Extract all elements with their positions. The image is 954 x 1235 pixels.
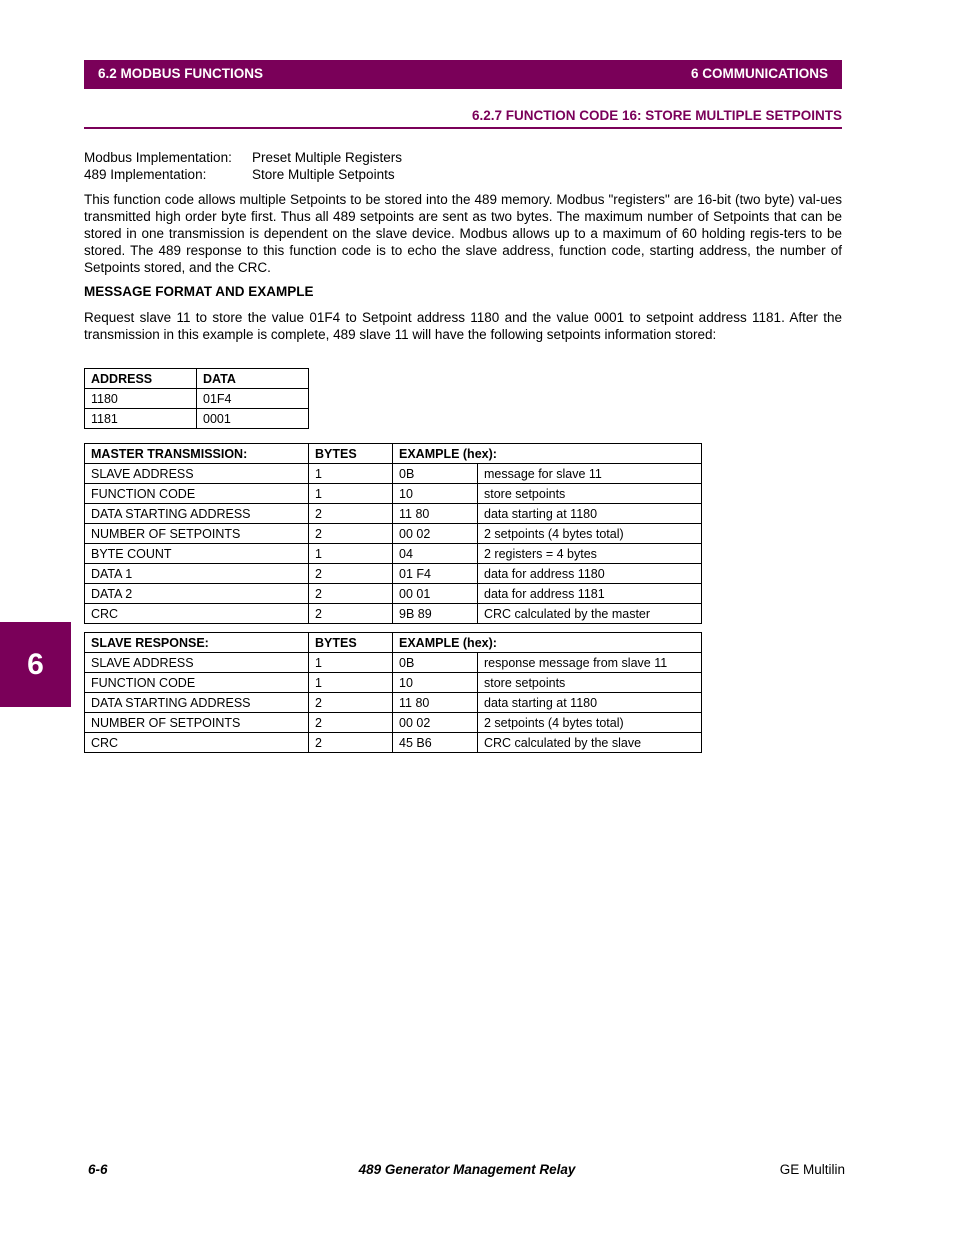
slave-response-table: [84, 632, 702, 753]
section-title: 6.2.7 FUNCTION CODE 16: STORE MULTIPLE SETPOINTS: [471, 108, 842, 123]
table-cell: DATA STARTING ADDRESS: [85, 504, 309, 524]
table-row: [85, 544, 702, 564]
table-header-cell: EXAMPLE (hex):: [393, 444, 702, 464]
implementation-label: Modbus Implementation:: [84, 150, 232, 165]
description-paragraph: This function code allows multiple Setpoints to be stored into the 489 memory. Modbus "registers" are 16-bit (two byte) val-ues transmitted high order byte first. Thus all 489 setpoints are sent as two bytes. The maximum number of Setpoints that can be stored in one transmission is dependent on the slave device. Modbus allows up to a maximum of 60 holding regis-ters to be stored. The 489 response to this function code is to echo the slave address, function code, starting address, the number of Setpoints stored, and the CRC.: [84, 192, 842, 275]
table-cell: 1: [309, 653, 393, 673]
table-cell: CRC: [85, 604, 309, 624]
table-cell: data starting at 1180: [478, 693, 702, 713]
implementation-block: [84, 149, 402, 183]
table-cell: NUMBER OF SETPOINTS: [85, 713, 309, 733]
table-cell: 04: [393, 544, 478, 564]
table-row: [85, 524, 702, 544]
table-row: [85, 733, 702, 753]
implementation-row: [84, 149, 402, 166]
table-cell: message for slave 11: [478, 464, 702, 484]
implementation-label: 489 Implementation:: [84, 167, 207, 182]
table-row: [85, 653, 702, 673]
table-header-cell: EXAMPLE (hex):: [393, 633, 702, 653]
address-table: [84, 368, 309, 429]
table-cell: 45 B6: [393, 733, 478, 753]
table-cell: 2: [309, 584, 393, 604]
implementation-value: Preset Multiple Registers: [252, 150, 403, 165]
table-cell: 0B: [393, 653, 478, 673]
table-cell: 9B 89: [393, 604, 478, 624]
table-header-cell: DATA: [197, 369, 309, 389]
table-row: [85, 604, 702, 624]
table-header-cell: SLAVE RESPONSE:: [85, 633, 309, 653]
table-row: [85, 673, 702, 693]
table-header-cell: ADDRESS: [85, 369, 197, 389]
table-cell: store setpoints: [478, 484, 702, 504]
table-cell: 2: [309, 693, 393, 713]
table-cell: 1: [309, 464, 393, 484]
implementation-value: Store Multiple Setpoints: [252, 167, 395, 182]
table-cell: data starting at 1180: [478, 504, 702, 524]
table-cell: BYTE COUNT: [85, 544, 309, 564]
section-divider: [84, 127, 842, 129]
table-cell: 00 02: [393, 524, 478, 544]
table-cell: FUNCTION CODE: [85, 673, 309, 693]
table-cell: 01F4: [197, 389, 309, 409]
footer-page-number: 6-6: [88, 1162, 108, 1177]
table-cell: CRC: [85, 733, 309, 753]
table-cell: 1180: [85, 389, 197, 409]
example-paragraph: Request slave 11 to store the value 01F4 to Setpoint address 1180 and the value 0001 to setpoint address 1181. After the transmission in this example is complete, 489 slave 11 will have the following setpoints information stored:: [84, 310, 842, 342]
table-cell: 2: [309, 564, 393, 584]
table-cell: 10: [393, 484, 478, 504]
table-cell: 1: [309, 484, 393, 504]
table-header-row: [85, 444, 702, 464]
master-transmission-table: [84, 443, 702, 624]
table-cell: 2: [309, 733, 393, 753]
table-header-cell: BYTES: [309, 444, 393, 464]
table-cell: 2: [309, 504, 393, 524]
table-cell: 2: [309, 713, 393, 733]
table-header-cell: MASTER TRANSMISSION:: [85, 444, 309, 464]
table-row: [85, 584, 702, 604]
chapter-label: 6 COMMUNICATIONS: [691, 66, 828, 81]
table-cell: SLAVE ADDRESS: [85, 653, 309, 673]
table-cell: 1: [309, 544, 393, 564]
table-cell: SLAVE ADDRESS: [85, 464, 309, 484]
table-row: [85, 484, 702, 504]
table-row: [85, 389, 309, 409]
table-cell: 2 registers = 4 bytes: [478, 544, 702, 564]
table-cell: NUMBER OF SETPOINTS: [85, 524, 309, 544]
table-cell: 2: [309, 524, 393, 544]
table-cell: CRC calculated by the slave: [478, 733, 702, 753]
table-cell: store setpoints: [478, 673, 702, 693]
table-cell: data for address 1180: [478, 564, 702, 584]
table-cell: FUNCTION CODE: [85, 484, 309, 504]
table-row: [85, 693, 702, 713]
table-cell: DATA 1: [85, 564, 309, 584]
table-cell: 1181: [85, 409, 197, 429]
table-cell: DATA 2: [85, 584, 309, 604]
table-cell: 01 F4: [393, 564, 478, 584]
table-cell: response message from slave 11: [478, 653, 702, 673]
table-header-row: [85, 633, 702, 653]
chapter-section-label: 6.2 MODBUS FUNCTIONS: [98, 66, 264, 81]
table-cell: 11 80: [393, 504, 478, 524]
table-row: [85, 713, 702, 733]
table-cell: 00 01: [393, 584, 478, 604]
table-cell: data for address 1181: [478, 584, 702, 604]
table-cell: 11 80: [393, 693, 478, 713]
table-header-cell: BYTES: [309, 633, 393, 653]
footer-title: 489 Generator Management Relay: [358, 1162, 576, 1177]
chapter-tab: 6: [0, 622, 71, 707]
table-cell: 2 setpoints (4 bytes total): [478, 713, 702, 733]
table-cell: 2 setpoints (4 bytes total): [478, 524, 702, 544]
table-cell: 0B: [393, 464, 478, 484]
table-cell: 10: [393, 673, 478, 693]
header-bar: [84, 60, 842, 89]
table-row: [85, 504, 702, 524]
table-row: [85, 464, 702, 484]
subheading: MESSAGE FORMAT AND EXAMPLE: [84, 284, 314, 299]
table-row: [85, 409, 309, 429]
table-header-row: [85, 369, 309, 389]
table-cell: 00 02: [393, 713, 478, 733]
table-cell: 1: [309, 673, 393, 693]
table-cell: DATA STARTING ADDRESS: [85, 693, 309, 713]
footer-company: GE Multilin: [779, 1162, 845, 1177]
table-cell: 0001: [197, 409, 309, 429]
table-cell: CRC calculated by the master: [478, 604, 702, 624]
implementation-row: [84, 166, 402, 183]
table-cell: 2: [309, 604, 393, 624]
table-row: [85, 564, 702, 584]
